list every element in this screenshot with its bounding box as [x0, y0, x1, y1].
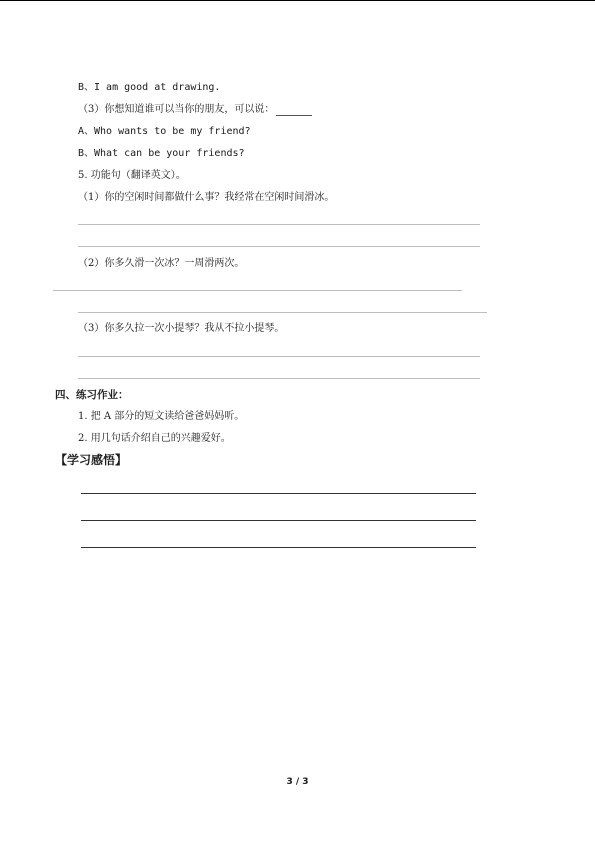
- reflection-line[interactable]: [81, 547, 476, 548]
- question-3-option-a: A、Who wants to be my friend?: [78, 126, 251, 137]
- answer-line[interactable]: [78, 246, 480, 247]
- answer-line[interactable]: [78, 356, 480, 357]
- option-b-drawing: B、I am good at drawing.: [78, 82, 221, 93]
- section-5-item-3: （3）你多久拉一次小提琴？我从不拉小提琴。: [78, 323, 285, 334]
- answer-line[interactable]: [78, 312, 487, 313]
- answer-line[interactable]: [53, 290, 462, 291]
- section-5-item-2: （2）你多久滑一次冰？一周滑两次。: [78, 258, 245, 269]
- reflection-line[interactable]: [81, 493, 476, 494]
- question-3-text: （3）你想知道谁可以当你的朋友，可以说：: [78, 104, 275, 115]
- reflection-line[interactable]: [81, 520, 476, 521]
- section-5-item-1: （1）你的空闲时间都做什么事？我经常在空闲时间滑冰。: [78, 192, 335, 203]
- answer-line[interactable]: [78, 224, 480, 225]
- answer-line[interactable]: [78, 378, 480, 379]
- homework-item-1: 1. 把 A 部分的短文读给爸爸妈妈听。: [78, 411, 245, 422]
- reflection-title: 【学习感悟】: [55, 453, 128, 467]
- section-4-title: 四、练习作业：: [55, 389, 129, 401]
- page-top-border: [0, 0, 595, 1]
- section-5-title: 5. 功能句（翻译英文）。: [78, 170, 186, 181]
- question-3-option-b: B、What can be your friends?: [78, 148, 245, 159]
- question-3-prompt: [78, 104, 312, 116]
- answer-blank[interactable]: [276, 105, 312, 116]
- page-number: 3 / 3: [286, 777, 309, 787]
- homework-item-2: 2. 用几句话介绍自己的兴趣爱好。: [78, 433, 231, 444]
